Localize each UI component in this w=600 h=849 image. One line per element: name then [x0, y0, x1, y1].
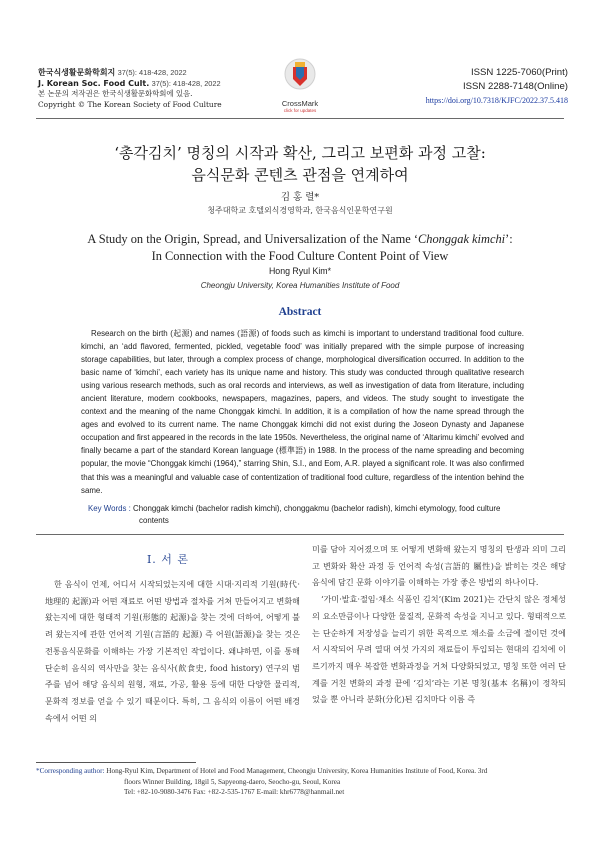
affiliation-english: Cheongju University, Korea Humanities Institute of Food	[200, 281, 400, 290]
journal-cite-ko: 37(5): 418-428, 2022	[117, 68, 187, 77]
crossmark-sublabel: click for updates	[283, 108, 317, 113]
crossmark-badge[interactable]	[272, 58, 328, 113]
title-english-italic: Chonggak kimchi	[418, 232, 506, 246]
author-english: Hong Ryul Kim*	[268, 266, 332, 276]
body-paragraph: 미를 담아 지어졌으며 또 어떻게 변화해 왔는지 명칭의 탄생과 의미 그리고 변화와 확산 과정 등 언어적 속성(言語的 屬性)을 밝히는 것은 해당 음식에 담긴 문화 이야기를 이해하는 가장 좋은 방법의 하나이다.	[312, 544, 566, 588]
journal-header	[38, 68, 288, 110]
doi-link[interactable]: https://doi.org/10.7318/KJFC/2022.37.5.418	[425, 96, 568, 105]
title-korean	[36, 142, 564, 186]
title-english-line1-end: ’:	[505, 232, 513, 246]
title-english-line1: A Study on the Origin, Spread, and Universalization of the Name ‘	[87, 232, 419, 246]
affiliation-korean: 청주대학교 호텔외식경영학과, 한국음식인문학연구원	[207, 206, 393, 215]
footnote-line1: Hong-Ryul Kim, Department of Hotel and Food Management, Cheongju University, Korea Humanities Institute of Food, Korea. 3rd	[106, 767, 488, 775]
issn-online: ISSN 2288-7148(Online)	[462, 81, 568, 92]
body-paragraph: ‘가미·발효·절임·채소 식품인 김치’(Kim 2021)는 간단치 않은 정체성의 요소만큼이나 다양한 물질적, 문화적 속성을 지니고 있다. 형태적으로는 단순하게 저장성을 늘리기 위한 목적으로 채소를 소금에 절이던 것에서 시작되어 무려 열대 여섯 가지의 재료들이 투입되는 현대의 김치에 이르기까지 매우 복잡한 변화과정을 거쳐 다양화되었고, 명칭 또한 여러 단계를 거친 변화의 과정 끝에 ‘김치’라는 기본 명칭(基本 名稱)이 정착되었을 뿐 아니라 분화(分化)된 김치마다 이름 즉	[312, 594, 566, 705]
crossmark-icon	[284, 58, 316, 94]
keywords-line1: Chonggak kimchi (bachelor radish kimchi), chonggakmu (bachelor radish), kimchi etymology, food culture	[133, 504, 501, 513]
abstract-text: Research on the birth (起源) and names (語源) of foods such as kimchi is important to understand traditional food culture. kimchi, an ‘add flavored, fermented, pickled, vegetable food’ was initially prepared with the simple purpose of increasing storage capabilities, but later, through a complex process of change, morphological diversification occurred. In addition to the basic name of ‘kimchi’, each variety has its unique name and history. This study was conducted through qualitative research using various research methods, such as oral records and interviews, as well as investigation of data from literature, including ancient literature, modern cookbooks, newspapers, magazines, papers, and videos. The study sought to investigate the context and the meaning of the name Chonggak kimchi. In addition, it is a compilation of how the name spread through the ages and evolved to its current name. The name Chonggak kimchi did not exist during the Joseon Dynasty and Japanese occupation and first appeared in the records in the late 1950s. Nevertheless, the original name of ‘Altarimu kimchi’ evolved and finally became a part of the standard Korean language (標準語) in 1988. In the process of the name spreading and becoming popular, the movie “Chonggak kimchi (1964),” starring Shin, S.I., and Eom, A.R. played a significant role. It was also confirmed that this was a meaningful and valuable case of contentization of traditional food culture, regardless of the intention behind the same.	[81, 329, 524, 495]
keywords	[88, 503, 524, 527]
abstract-divider	[36, 534, 564, 535]
journal-name-ko: 한국식생활문화학회지	[38, 68, 116, 77]
issn-block	[398, 66, 568, 108]
keywords-label: Key Words :	[88, 504, 131, 513]
abstract-body	[81, 327, 524, 497]
section-heading-introduction: Ⅰ. 서 론	[146, 553, 190, 566]
journal-cite-en: 37(5): 418-428, 2022	[151, 78, 221, 88]
crossmark-label: CrossMark	[281, 99, 319, 108]
title-english-line2: In Connection with the Food Culture Content Point of View	[151, 249, 449, 263]
header-divider	[36, 118, 564, 119]
journal-name-en: J. Korean Soc. Food Cult.	[38, 78, 150, 88]
footnote-label: *Corresponding author:	[36, 767, 105, 775]
author-korean: 김 홍 렬*	[280, 192, 320, 203]
body-column-left	[45, 576, 300, 726]
copyright-notice-ko: 본 논문의 저작권은 한국식생활문화학회에 있음.	[38, 89, 193, 98]
footnote-line2: floors Winner Building, 18gil 5, Sapyeong-daero, Seocho-gu, Seoul, Korea	[124, 777, 341, 786]
title-english	[36, 231, 564, 265]
footnote-line3: Tel: +82-10-9080-3476 Fax: +82-2-535-1767 E-mail: khr6778@hanmail.net	[124, 788, 345, 796]
body-paragraph: 한 음식이 언제, 어디서 시작되었는지에 대한 시대·지리적 기원(時代·地理的 起源)과 어떤 재료로 어떤 방법과 절차를 거쳐 만들어지고 변화해 왔는지에 대한 형태적 기원(形態的 起源)을 찾는 것에 더하여, 어떻게 불려 왔는지에 관한 언어적 기원(言語的 起源) 즉 어원(語源)을 찾는 것은 전통음식문화를 이해하는 가장 기본적인 작업이다. 왜냐하면, 이를 통해 단순히 음식의 역사만을 찾는 음식사(飮食史, food history) 연구의 범주를 넘어 해당 음식의 원형, 재료, 가공, 활용 등에 대한 다양한 물리적, 문화적 정보를 얻을 수 있기 때문이다. 특히, 그 음식의 이름이 어떤 배경 속에서 어떤 의	[45, 579, 300, 723]
title-korean-line1: ‘총각김치’ 명칭의 시작과 확산, 그리고 보편화 과정 고찰:	[114, 144, 486, 162]
corresponding-author-footnote	[36, 766, 566, 798]
abstract-heading: Abstract	[278, 306, 322, 318]
copyright-line: Copyright © The Korean Society of Food Culture	[38, 99, 222, 109]
issn-print: ISSN 1225-7060(Print)	[470, 67, 568, 78]
title-korean-line2: 음식문화 콘텐츠 관점을 연계하여	[191, 166, 409, 184]
keywords-line2: contents	[139, 516, 169, 525]
body-column-right	[312, 541, 566, 708]
footnote-divider	[36, 762, 196, 763]
